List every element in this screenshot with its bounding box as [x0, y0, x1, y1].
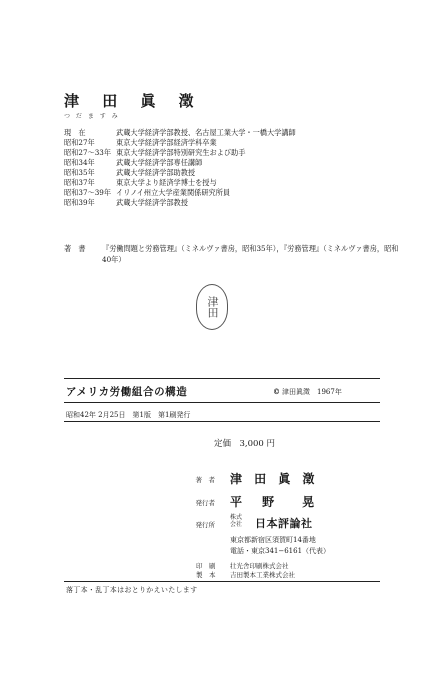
publishing-house-label: 発行所: [195, 521, 215, 529]
bio-entry: [64, 138, 296, 148]
author-name-reading: つ だ ま す み: [64, 113, 120, 120]
bio-text: 東京大学より経済学博士を授与: [116, 178, 217, 187]
bio-year: 昭和27〜33年: [64, 148, 112, 157]
divider: [64, 581, 380, 582]
divider: [64, 402, 380, 403]
publisher-address: 東京都新宿区須賀町14番地: [230, 536, 316, 544]
book-title: アメリカ労働組合の構造: [66, 386, 188, 398]
works-text: 『労働問題と労務管理』（ミネルヴァ書房，昭和35年），『労務管理』（ミネルヴァ書房，昭和40年）: [102, 244, 399, 264]
bio-text: 武蔵大学経済学部助教授: [116, 168, 196, 177]
bio-entry: [64, 148, 296, 158]
divider: [64, 378, 380, 379]
bio-text: 東京大学経済学部特別研究生および助手: [116, 148, 246, 157]
binder-label: 製 本: [196, 571, 216, 579]
bio-entry: [64, 168, 296, 178]
bio-year: 昭和37年: [64, 178, 95, 187]
replacement-notice: 落丁本・乱丁本はおとりかえいたします: [66, 586, 198, 594]
publishing-house-name: 日本評論社: [255, 517, 313, 530]
bio-entry: [64, 178, 296, 188]
bio-entry: [64, 128, 296, 138]
author-name: 津 田 眞 澂: [64, 92, 203, 110]
bio-year: 昭和37〜39年: [64, 188, 112, 197]
bio-year: 昭和34年: [64, 158, 95, 167]
kabushiki-kaisha-mark: 株式 会社: [230, 514, 243, 528]
works-label: 著 書: [64, 244, 86, 253]
author-label: 著 者: [195, 476, 215, 484]
author-seal-stamp: 津田: [196, 284, 228, 330]
printer-name: 壮光舎印刷株式会社: [230, 562, 289, 570]
publisher-label: 発行者: [195, 499, 215, 507]
author-works: [64, 244, 402, 265]
author-biography: [64, 128, 296, 208]
bio-year: 昭和35年: [64, 168, 95, 177]
edition-info: 昭和42年 2月25日 第1版 第1刷発行: [66, 411, 191, 419]
printer-label: 印 刷: [196, 562, 216, 570]
colophon-publisher: 平 野 晃: [230, 495, 323, 509]
bio-year: 現 在: [64, 128, 86, 137]
bio-text: 武蔵大学経済学部教授: [116, 198, 188, 207]
copyright-text: 津田眞澂 1967年: [282, 388, 342, 396]
bio-entry: [64, 158, 296, 168]
copyright-icon: ©: [273, 387, 280, 396]
bio-text: 東京大学経済学部経済学科卒業: [116, 138, 217, 147]
publisher-phone: 電話・東京341−6161（代表）: [230, 547, 331, 555]
price: 定価 3,000 円: [214, 439, 276, 449]
divider: [64, 421, 380, 422]
bio-text: イリノイ州立大学産業関係研究所員: [116, 188, 231, 197]
binder-name: 吉田製本工業株式会社: [230, 571, 295, 579]
copyright-notice: [273, 387, 342, 397]
bio-entry: [64, 198, 296, 208]
bio-entry: [64, 188, 296, 198]
colophon-author: 津 田 眞 澂: [230, 472, 319, 486]
bio-text: 武蔵大学経済学部教授、名古屋工業大学・一橋大学講師: [116, 128, 296, 137]
bio-year: 昭和39年: [64, 198, 95, 207]
bio-text: 武蔵大学経済学部専任講師: [116, 158, 203, 167]
bio-year: 昭和27年: [64, 138, 95, 147]
